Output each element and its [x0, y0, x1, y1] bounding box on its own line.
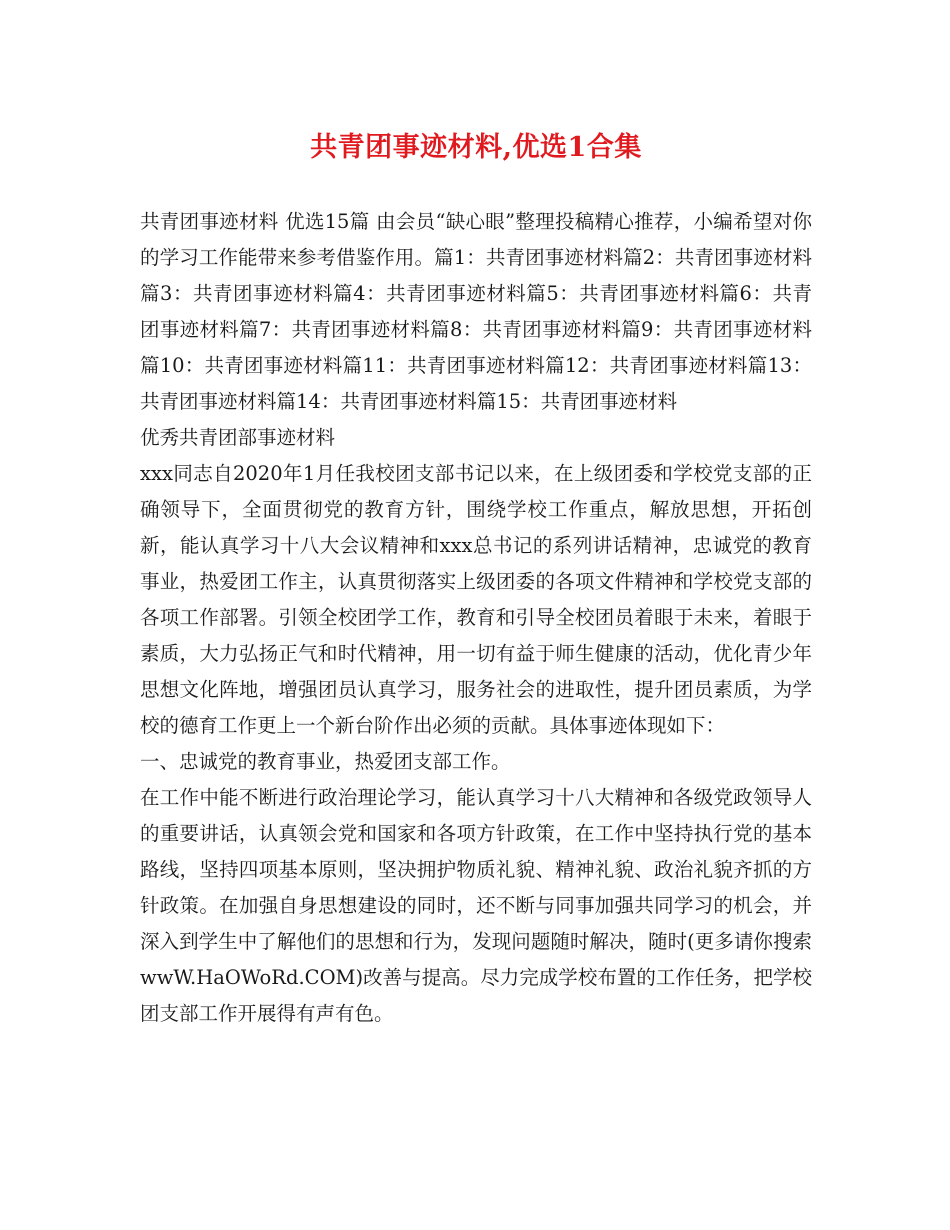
- subsection-heading: 一、忠诚党的教育事业，热爱团支部工作。: [140, 750, 511, 773]
- document-title: 共青团事迹材料,优选1合集: [310, 132, 642, 163]
- intro-paragraph: 共青团事迹材料 优选15篇 由会员“缺心眼”整理投稿精心推荐，小编希望对你的学习工作能带来参考借鉴作用。篇1：共青团事迹材料篇2：共青团事迹材料篇3：共青团事迹材料篇4：共青团事迹材料篇5：共青团事迹材料篇6：共青团事迹材料篇7：共青团事迹材料篇8：共青团事迹材料篇9：共青团事迹材料篇10：共青团事迹材料篇11：共青团事迹材料篇12：共青团事迹材料篇13：共青团事迹材料篇14：共青团事迹材料篇15：共青团事迹材料: [140, 210, 812, 413]
- body-paragraph: xxx同志自2020年1月任我校团支部书记以来，在上级团委和学校党支部的正确领导下，全面贯彻党的教育方针，围绕学校工作重点，解放思想，开拓创新，能认真学习十八大会议精神和xxx总书记的系列讲话精神，忠诚党的教育事业，热爱团工作主，认真贯彻落实上级团委的各项文件精神和学校党支部的各项工作部署。引领全校团学工作，教育和引导全校团员着眼于未来，着眼于素质，大力弘扬正气和时代精神，用一切有益于师生健康的活动，优化青少年思想文化阵地，增强团员认真学习，服务社会的进取性，提升团员素质，为学校的德育工作更上一个新台阶作出必须的贡献。具体事迹体现如下：: [140, 462, 812, 737]
- section-heading: 优秀共青团部事迹材料: [140, 426, 336, 449]
- body-paragraph: 在工作中能不断进行政治理论学习，能认真学习十八大精神和各级党政领导人的重要讲话，认真领会党和国家和各项方针政策，在工作中坚持执行党的基本路线，坚持四项基本原则，坚决拥护物质礼貌、精神礼貌、政治礼貌齐抓的方针政策。在加强自身思想建设的同时，还不断与同事加强共同学习的机会，并深入到学生中了解他们的思想和行为，发现问题随时解决，随时(更多请你搜索wwW.HaOWoRd.COM)改善与提高。尽力完成学校布置的工作任务，把学校团支部工作开展得有声有色。: [140, 786, 812, 1025]
